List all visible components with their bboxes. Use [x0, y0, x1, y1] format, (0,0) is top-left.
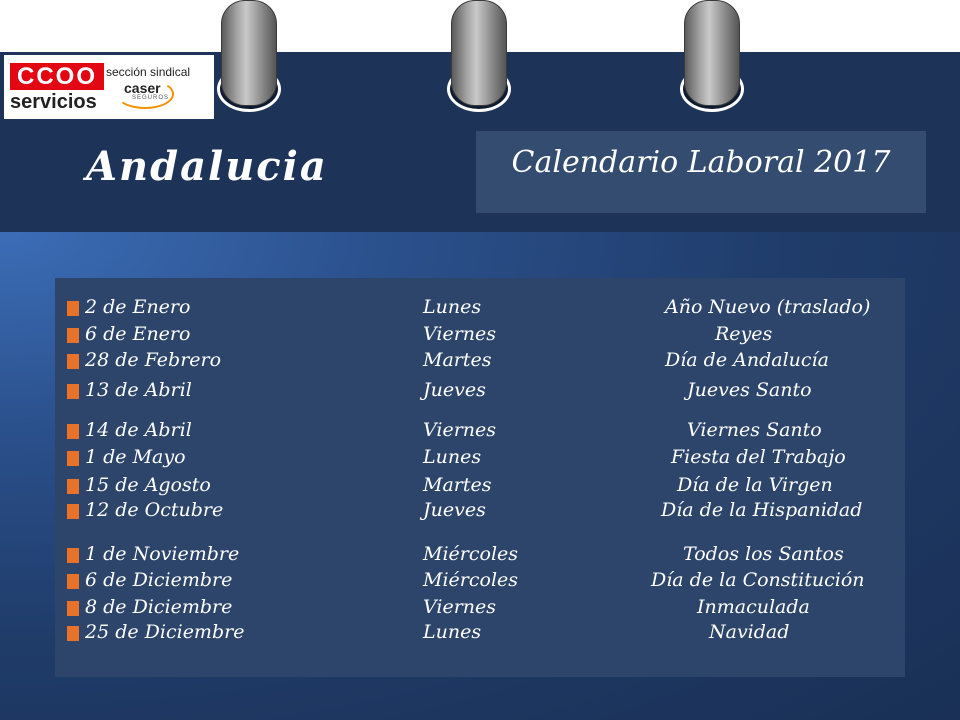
table-row — [55, 378, 905, 402]
holiday-weekday: Martes — [423, 349, 492, 371]
ring-bar — [684, 0, 740, 106]
holiday-weekday: Lunes — [423, 296, 482, 318]
holiday-name: Día de la Hispanidad — [661, 499, 863, 521]
holiday-date: 25 de Diciembre — [85, 621, 245, 643]
holiday-date: 13 de Abril — [85, 379, 192, 401]
title-box — [476, 131, 926, 213]
holiday-name: Jueves Santo — [687, 379, 812, 401]
holiday-weekday: Jueves — [423, 379, 486, 401]
calendar-title: Calendario Laboral 2017 — [511, 145, 891, 180]
table-row — [55, 620, 905, 644]
holiday-name: Año Nuevo (traslado) — [665, 296, 871, 318]
ring-bar — [451, 0, 507, 106]
holiday-date: 12 de Octubre — [85, 499, 224, 521]
holiday-date: 8 de Diciembre — [85, 596, 233, 618]
table-row — [55, 498, 905, 522]
binder-ring-icon — [451, 0, 507, 112]
holiday-name: Inmaculada — [697, 596, 810, 618]
holiday-name: Día de Andalucía — [665, 349, 829, 371]
holiday-weekday: Viernes — [423, 323, 497, 345]
holiday-weekday: Martes — [423, 474, 492, 496]
holiday-weekday: Viernes — [423, 419, 497, 441]
holiday-weekday: Lunes — [423, 446, 482, 468]
holiday-date: 1 de Noviembre — [85, 543, 240, 565]
bullet-icon — [67, 548, 79, 563]
bullet-icon — [67, 354, 79, 369]
holiday-name: Fiesta del Trabajo — [671, 446, 846, 468]
bullet-icon — [67, 504, 79, 519]
table-row — [55, 473, 905, 497]
bullet-icon — [67, 301, 79, 316]
holiday-weekday: Viernes — [423, 596, 497, 618]
table-row — [55, 568, 905, 592]
holiday-date: 15 de Agosto — [85, 474, 211, 496]
bullet-icon — [67, 479, 79, 494]
table-row — [55, 445, 905, 469]
holiday-date: 1 de Mayo — [85, 446, 186, 468]
binder-ring-icon — [684, 0, 740, 112]
ring-bar — [221, 0, 277, 106]
bullet-icon — [67, 384, 79, 399]
holiday-weekday: Miércoles — [423, 569, 519, 591]
holiday-date: 2 de Enero — [85, 296, 191, 318]
table-row — [55, 418, 905, 442]
holiday-name: Todos los Santos — [683, 543, 844, 565]
holiday-date: 6 de Diciembre — [85, 569, 233, 591]
ccoo-caser-logo — [4, 55, 214, 119]
caser-logo-text: caser — [124, 80, 161, 96]
seguros-logo-text: SEGUROS — [132, 95, 170, 101]
bullet-icon — [67, 328, 79, 343]
holiday-weekday: Jueves — [423, 499, 486, 521]
bullet-icon — [67, 451, 79, 466]
seccion-sindical-text: sección sindical — [106, 65, 191, 79]
holiday-table — [55, 278, 905, 677]
table-row — [55, 295, 905, 319]
holiday-name: Día de la Constitución — [651, 569, 865, 591]
table-row — [55, 348, 905, 372]
holiday-name: Día de la Virgen — [677, 474, 833, 496]
servicios-logo-text: servicios — [10, 91, 97, 113]
holiday-date: 14 de Abril — [85, 419, 192, 441]
table-row — [55, 542, 905, 566]
region-title: Andalucia — [86, 143, 328, 190]
bullet-icon — [67, 424, 79, 439]
ccoo-logo-text: CCOO — [17, 63, 97, 90]
holiday-date: 6 de Enero — [85, 323, 191, 345]
table-row — [55, 595, 905, 619]
binder-ring-icon — [221, 0, 277, 112]
bullet-icon — [67, 574, 79, 589]
bullet-icon — [67, 601, 79, 616]
holiday-weekday: Miércoles — [423, 543, 519, 565]
holiday-name: Reyes — [715, 323, 773, 345]
holiday-name: Navidad — [709, 621, 790, 643]
holiday-date: 28 de Febrero — [85, 349, 222, 371]
holiday-name: Viernes Santo — [687, 419, 822, 441]
holiday-weekday: Lunes — [423, 621, 482, 643]
table-row — [55, 322, 905, 346]
bullet-icon — [67, 626, 79, 641]
